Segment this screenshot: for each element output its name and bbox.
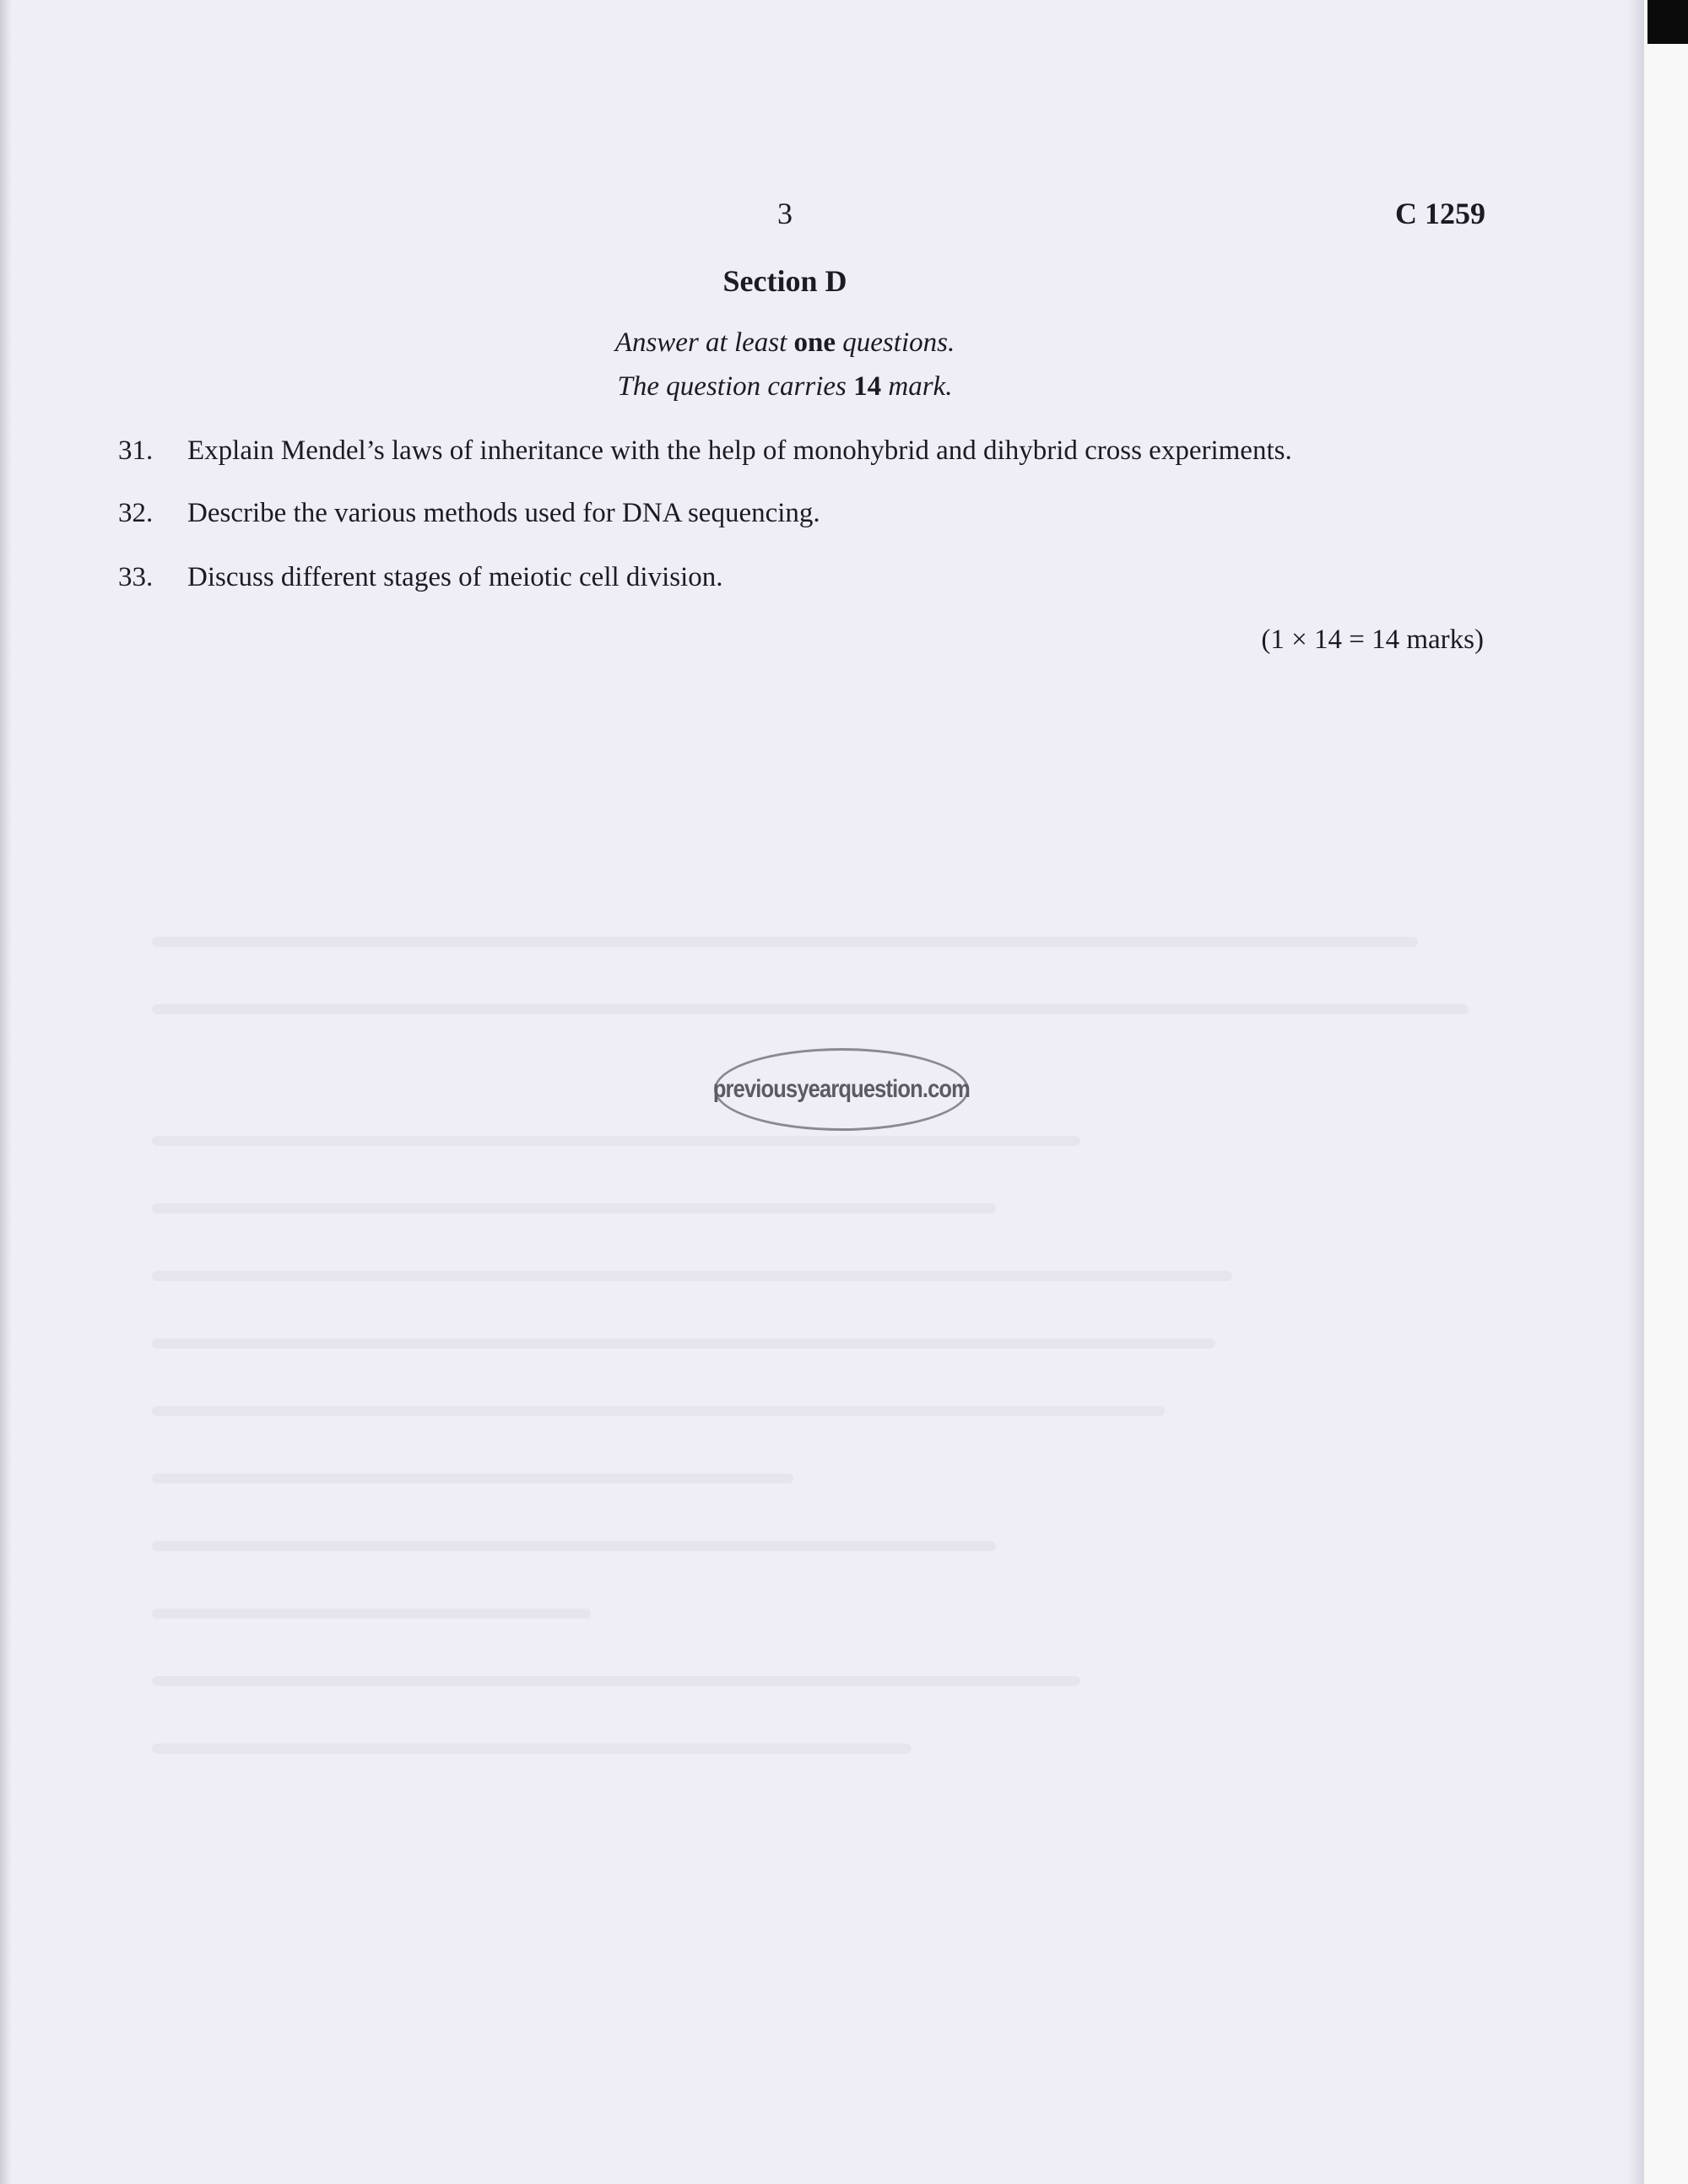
page-number: 3 (777, 197, 793, 230)
show-through-line (152, 1004, 1469, 1014)
show-through-line (152, 1136, 1080, 1146)
show-through-line (152, 937, 1418, 947)
watermark-text: previousyearquestion.com (712, 1075, 971, 1103)
marks-note: (1 × 14 = 14 marks) (1261, 624, 1484, 655)
show-through-line (152, 1271, 1232, 1281)
show-through-line (152, 1743, 912, 1754)
instruction-2-number: 14 (853, 371, 882, 402)
instruction-2-post: mark. (888, 371, 953, 402)
show-through-line (152, 1338, 1215, 1349)
question-number: 33. (118, 562, 154, 592)
show-through-line (152, 1203, 996, 1214)
watermark-badge (714, 1048, 969, 1131)
question-number: 32. (118, 498, 154, 528)
question-text: Discuss different stages of meiotic cell division. (187, 562, 723, 592)
question-text: Describe the various methods used for DNA sequencing. (187, 498, 820, 528)
question-number: 31. (118, 435, 154, 466)
show-through-line (152, 1473, 793, 1484)
show-through-line (152, 1608, 591, 1619)
instruction-1-post: questions. (842, 327, 955, 358)
show-through-line (152, 1676, 1080, 1686)
scan-corner-mark (1647, 0, 1688, 44)
scan-right-margin (1644, 0, 1688, 2184)
section-title: Section D (722, 264, 847, 298)
instruction-2-pre: The question carries (617, 371, 847, 402)
instruction-1-pre: Answer at least (614, 327, 787, 358)
page-left-edge-shadow (0, 0, 12, 2184)
question-text: Explain Mendel’s laws of inheritance with the help of monohybrid and dihybrid cross experiments. (187, 435, 1292, 466)
paper-code: C 1259 (1395, 197, 1485, 230)
show-through-line (152, 1541, 996, 1551)
section-instruction-2 (473, 371, 1097, 403)
show-through-line (152, 1406, 1165, 1416)
page-right-edge-shadow (1627, 0, 1644, 2184)
section-instruction-1 (473, 327, 1097, 359)
instruction-1-bold: one (793, 327, 836, 358)
